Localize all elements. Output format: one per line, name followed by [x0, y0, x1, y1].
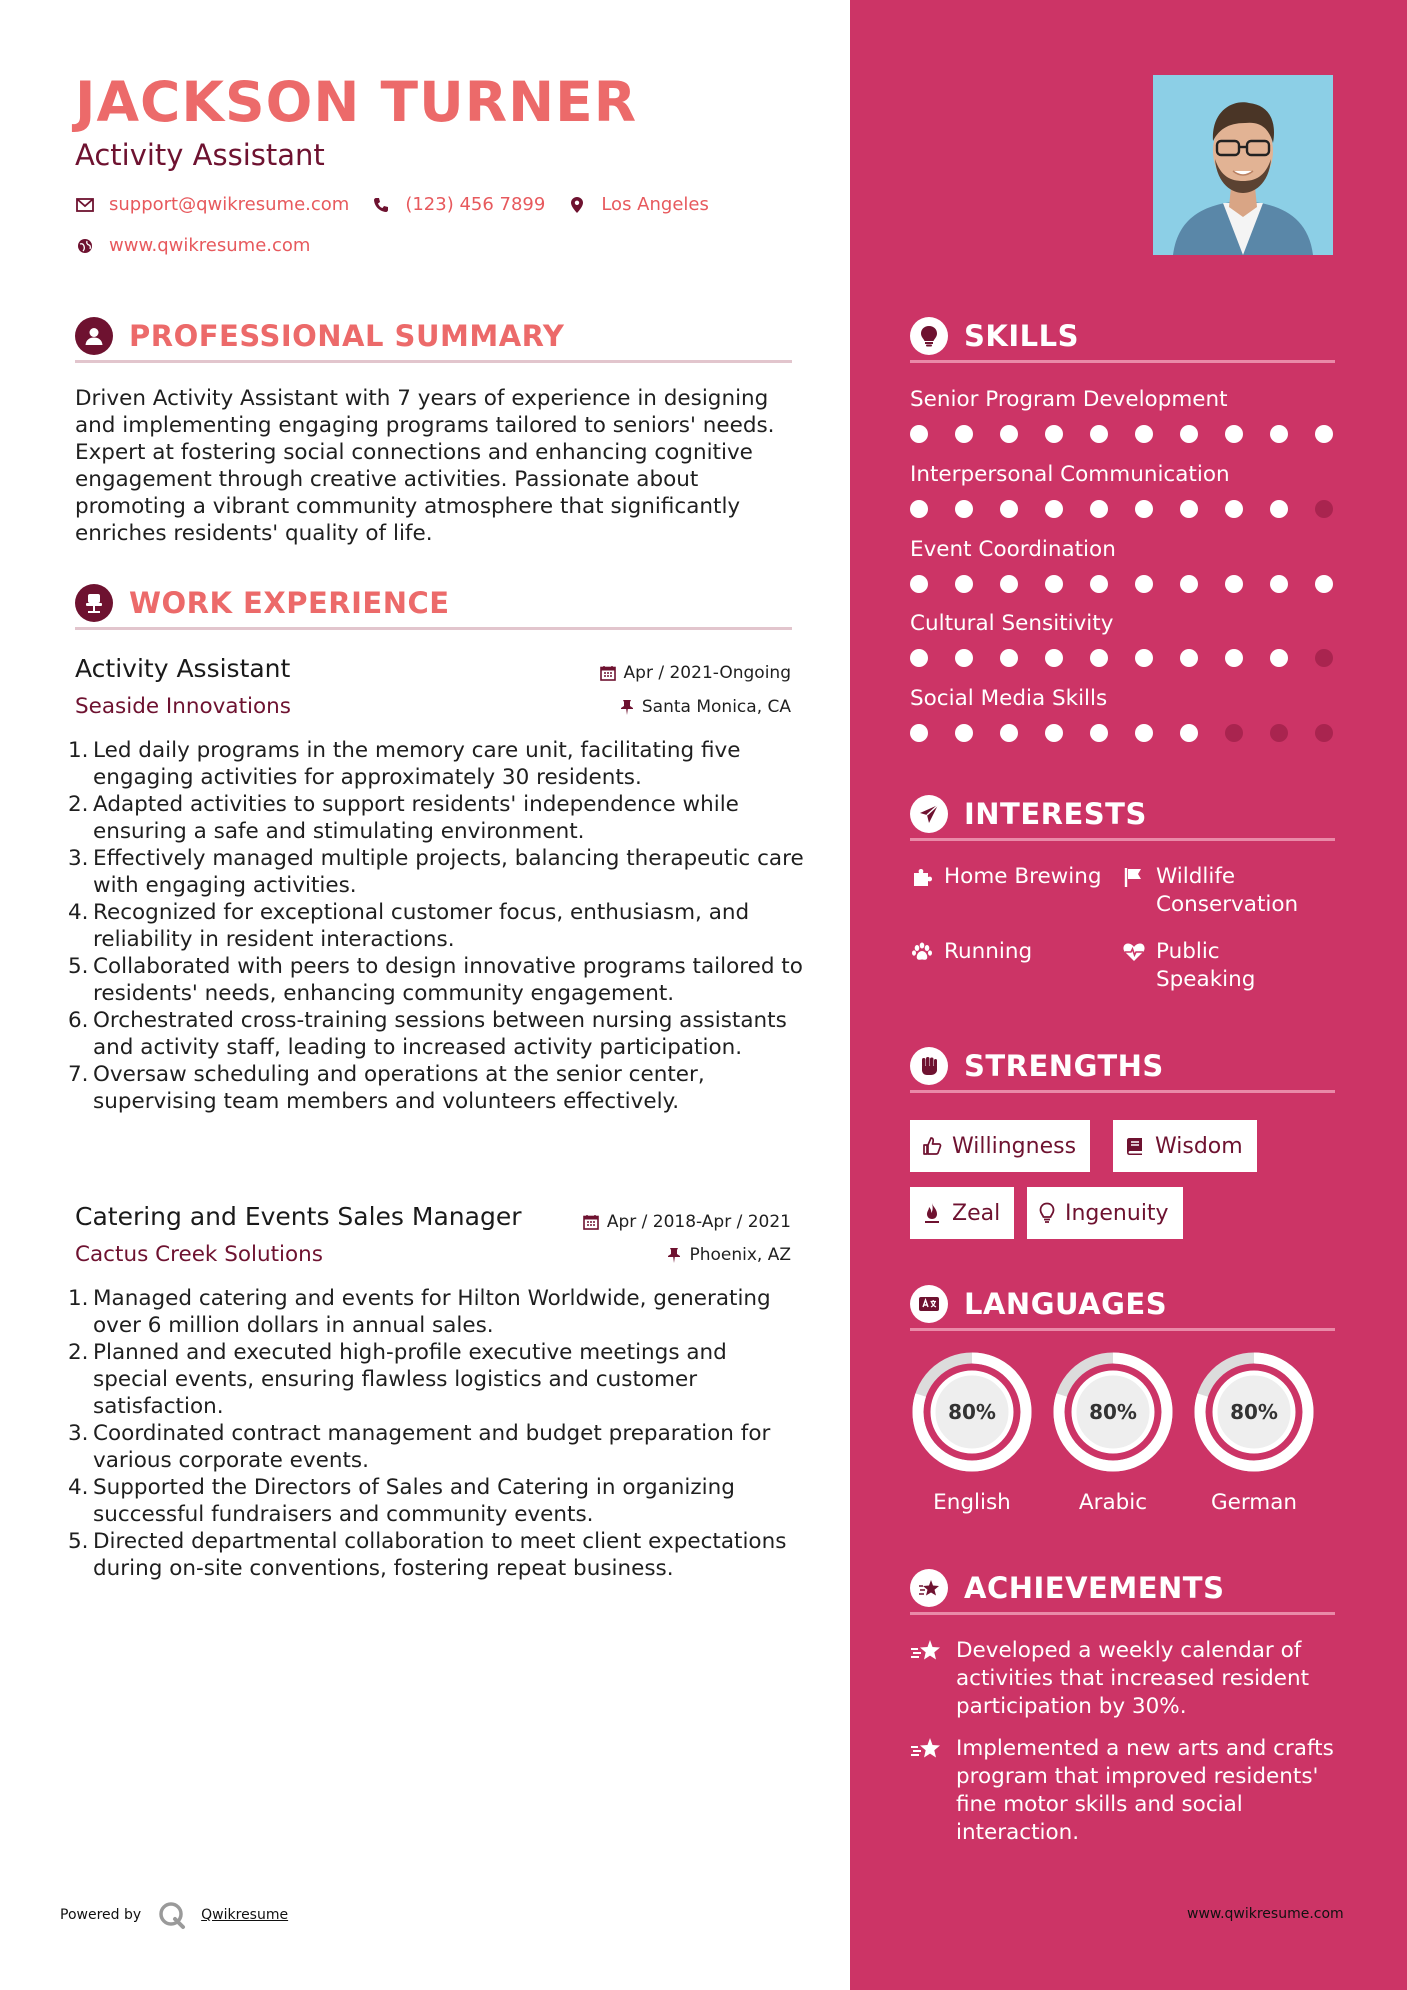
job-1-bullets — [68, 737, 808, 1115]
skill-4-name: Cultural Sensitivity — [910, 611, 1114, 636]
language-item — [910, 1350, 1034, 1515]
skill-dot-filled — [1000, 724, 1018, 742]
pushpin-icon — [620, 699, 634, 715]
puzzle-icon — [908, 863, 936, 891]
shooting-star-icon — [910, 1735, 944, 1763]
shooting-star-icon — [910, 1637, 944, 1665]
language-item — [1051, 1350, 1175, 1515]
skill-dot-filled — [1270, 425, 1288, 443]
skill-dot-filled — [910, 649, 928, 667]
skill-dot-filled — [1135, 724, 1153, 742]
skill-dot-empty — [1270, 724, 1288, 742]
skill-dot-filled — [955, 425, 973, 443]
skill-dot-filled — [1180, 575, 1198, 593]
pushpin-icon — [667, 1247, 681, 1263]
languages-heading: LANGUAGES — [964, 1286, 1168, 1321]
language-percent: 80% — [948, 1400, 996, 1424]
skill-1-name: Senior Program Development — [910, 387, 1228, 412]
phone-icon — [371, 195, 391, 215]
skill-5-name: Social Media Skills — [910, 686, 1108, 711]
skill-dot-filled — [1315, 575, 1333, 593]
star-badge-icon — [910, 1569, 948, 1607]
strengths-heading: STRENGTHS — [964, 1048, 1164, 1083]
list-item: 7. Oversaw scheduling and operations at the senior center, supervising team members and volunteers effectively. — [68, 1062, 705, 1114]
user-icon — [75, 317, 113, 355]
profile-photo — [1153, 75, 1333, 255]
experience-section-header — [75, 578, 792, 630]
calendar-icon — [600, 665, 616, 681]
summary-section-header — [75, 311, 792, 363]
skill-dot-filled — [1270, 649, 1288, 667]
globe-icon — [75, 236, 95, 256]
strengths-section-header — [910, 1041, 1335, 1093]
skills-section-header — [910, 311, 1335, 363]
skill-dot-filled — [1270, 500, 1288, 518]
language-name: English — [933, 1490, 1011, 1515]
interest-item: Running — [908, 938, 1108, 966]
strength-tag: Wisdom — [1113, 1120, 1257, 1172]
skill-dot-filled — [910, 575, 928, 593]
achievements-section-header — [910, 1563, 1335, 1615]
skill-dot-filled — [1045, 724, 1063, 742]
job-1-role: Activity Assistant — [75, 654, 291, 683]
skill-dot-filled — [1135, 500, 1153, 518]
skill-dot-filled — [910, 425, 928, 443]
skill-dot-filled — [1090, 724, 1108, 742]
job-2-bullets — [68, 1285, 808, 1582]
contact-email[interactable]: support@qwikresume.com — [75, 194, 349, 215]
contact-phone[interactable]: (123) 456 7899 — [371, 194, 545, 215]
list-item: 2. Planned and executed high-profile executive meetings and special events, ensuring flawless logistics and customer satisfaction. — [68, 1340, 727, 1419]
experience-heading: WORK EXPERIENCE — [129, 585, 450, 620]
skill-dot-filled — [1090, 425, 1108, 443]
skill-dot-empty — [1315, 649, 1333, 667]
sidebar — [850, 0, 1407, 1990]
skill-2-name: Interpersonal Communication — [910, 462, 1230, 487]
summary-heading: PROFESSIONAL SUMMARY — [129, 318, 565, 353]
list-item: 3. Effectively managed multiple projects, balancing therapeutic care with engaging activities. — [68, 846, 804, 898]
skill-dot-filled — [910, 500, 928, 518]
skill-3-name: Event Coordination — [910, 537, 1116, 562]
skill-dot-filled — [1090, 575, 1108, 593]
calendar-icon — [583, 1214, 599, 1230]
lightbulb-icon — [910, 317, 948, 355]
job-2-company: Cactus Creek Solutions — [75, 1242, 324, 1267]
skill-dot-empty — [1225, 724, 1243, 742]
skills-heading: SKILLS — [964, 318, 1079, 353]
skill-dot-filled — [1180, 724, 1198, 742]
skill-dot-filled — [910, 724, 928, 742]
list-item: 5. Directed departmental collaboration to meet client expectations during on-site conventions, fostering repeat business. — [68, 1529, 787, 1581]
skill-dot-filled — [1225, 500, 1243, 518]
translate-icon — [910, 1285, 948, 1323]
list-item: 1. Led daily programs in the memory care unit, facilitating five engaging activities for approximately 30 residents. — [68, 738, 741, 790]
language-name: German — [1210, 1490, 1298, 1515]
skill-dot-filled — [1225, 425, 1243, 443]
job-1-company: Seaside Innovations — [75, 694, 291, 719]
list-item: 2. Adapted activities to support residents' independence while ensuring a safe and stimulating environment. — [68, 792, 739, 844]
footer-powered-by: Powered by Qwikresume — [60, 1900, 288, 1930]
footer-website[interactable]: www.qwikresume.com — [1187, 1906, 1344, 1922]
language-name: Arabic — [1078, 1490, 1148, 1515]
candidate-title: Activity Assistant — [75, 138, 325, 172]
language-percent: 80% — [1230, 1400, 1278, 1424]
skill-dot-filled — [1045, 425, 1063, 443]
list-item: 6. Orchestrated cross-training sessions between nursing assistants and activity staff, leading to increased activity participation. — [68, 1008, 787, 1060]
paper-plane-icon — [910, 795, 948, 833]
skill-dot-filled — [1270, 575, 1288, 593]
list-item: 5. Collaborated with peers to design innovative programs tailored to residents' needs, enhancing community engagement. — [68, 954, 803, 1006]
thumbs-up-icon — [922, 1136, 942, 1156]
skill-dot-filled — [955, 649, 973, 667]
list-item: 4. Supported the Directors of Sales and Catering in organizing successful fundraisers and community events. — [68, 1475, 735, 1527]
qwikresume-logo-icon — [157, 1900, 187, 1930]
interest-item: Home Brewing — [908, 863, 1108, 891]
envelope-icon — [75, 195, 95, 215]
paw-icon — [908, 938, 936, 966]
skill-dot-filled — [1045, 649, 1063, 667]
skill-dot-filled — [1000, 575, 1018, 593]
fire-icon — [922, 1202, 942, 1224]
skill-dot-filled — [1225, 575, 1243, 593]
list-item: 4. Recognized for exceptional customer focus, enthusiasm, and reliability in resident interactions. — [68, 900, 750, 952]
skill-dot-empty — [1315, 500, 1333, 518]
skill-dot-filled — [1180, 649, 1198, 667]
skill-dot-filled — [1135, 425, 1153, 443]
book-icon — [1125, 1136, 1145, 1156]
flag-icon — [1120, 863, 1148, 891]
strength-tag: Willingness — [910, 1120, 1090, 1172]
interest-item: Public Speaking — [1120, 938, 1320, 994]
skill-dot-empty — [1315, 724, 1333, 742]
fist-icon — [910, 1047, 948, 1085]
achievement-item: Implemented a new arts and crafts program that improved residents' fine motor skills and social interaction. — [910, 1735, 1340, 1847]
skill-dot-filled — [1315, 425, 1333, 443]
interests-section-header — [910, 789, 1335, 841]
list-item: 1. Managed catering and events for Hilton Worldwide, generating over 6 million dollars in annual sales. — [68, 1286, 771, 1338]
job-2-date: Apr / 2018-Apr / 2021 — [583, 1212, 791, 1232]
chair-icon — [75, 584, 113, 622]
skill-dot-filled — [1000, 500, 1018, 518]
languages-section-header — [910, 1279, 1335, 1331]
achievements-heading: ACHIEVEMENTS — [964, 1570, 1225, 1605]
strength-tag: Ingenuity — [1027, 1187, 1183, 1239]
list-item: 3. Coordinated contract management and budget preparation for various corporate events. — [68, 1421, 771, 1473]
contact-row — [75, 194, 731, 215]
skill-dot-filled — [1135, 649, 1153, 667]
skill-dot-filled — [1090, 649, 1108, 667]
job-2-location: Phoenix, AZ — [667, 1245, 791, 1265]
contact-location: Los Angeles — [567, 194, 709, 215]
skill-dot-filled — [1180, 500, 1198, 518]
skill-dot-filled — [955, 500, 973, 518]
skill-dot-filled — [1045, 575, 1063, 593]
skill-dot-filled — [1045, 500, 1063, 518]
skill-dot-filled — [1090, 500, 1108, 518]
summary-text: Driven Activity Assistant with 7 years of experience in designing and implementing engaging programs tailored to seniors' needs. Expert at fostering social connections and enhancing cognitive engagement through creative activities. Passionate about promoting a vibrant community atmosphere that significantly enriches residents' quality of life. — [75, 386, 775, 546]
language-percent: 80% — [1089, 1400, 1137, 1424]
heartbeat-icon — [1120, 938, 1148, 966]
job-1-location: Santa Monica, CA — [620, 697, 791, 717]
lightbulb-outline-icon — [1039, 1202, 1055, 1224]
skill-dot-filled — [1135, 575, 1153, 593]
strength-tag: Zeal — [910, 1187, 1014, 1239]
language-item — [1192, 1350, 1316, 1515]
skill-dot-filled — [1225, 649, 1243, 667]
interests-heading: INTERESTS — [964, 796, 1147, 831]
job-2-role: Catering and Events Sales Manager — [75, 1202, 522, 1231]
job-1-date: Apr / 2021-Ongoing — [600, 663, 791, 683]
skill-dot-filled — [1000, 649, 1018, 667]
map-marker-icon — [567, 195, 587, 215]
skill-dot-filled — [955, 724, 973, 742]
skill-dot-filled — [955, 575, 973, 593]
skill-dot-filled — [1000, 425, 1018, 443]
contact-website[interactable]: www.qwikresume.com — [75, 235, 310, 256]
candidate-name: JACKSON TURNER — [75, 70, 638, 134]
achievement-item: Developed a weekly calendar of activities that increased resident participation by 30%. — [910, 1637, 1340, 1721]
interest-item: Wildlife Conservation — [1120, 863, 1320, 919]
qwikresume-link[interactable]: Qwikresume — [201, 1907, 289, 1923]
skill-dot-filled — [1180, 425, 1198, 443]
